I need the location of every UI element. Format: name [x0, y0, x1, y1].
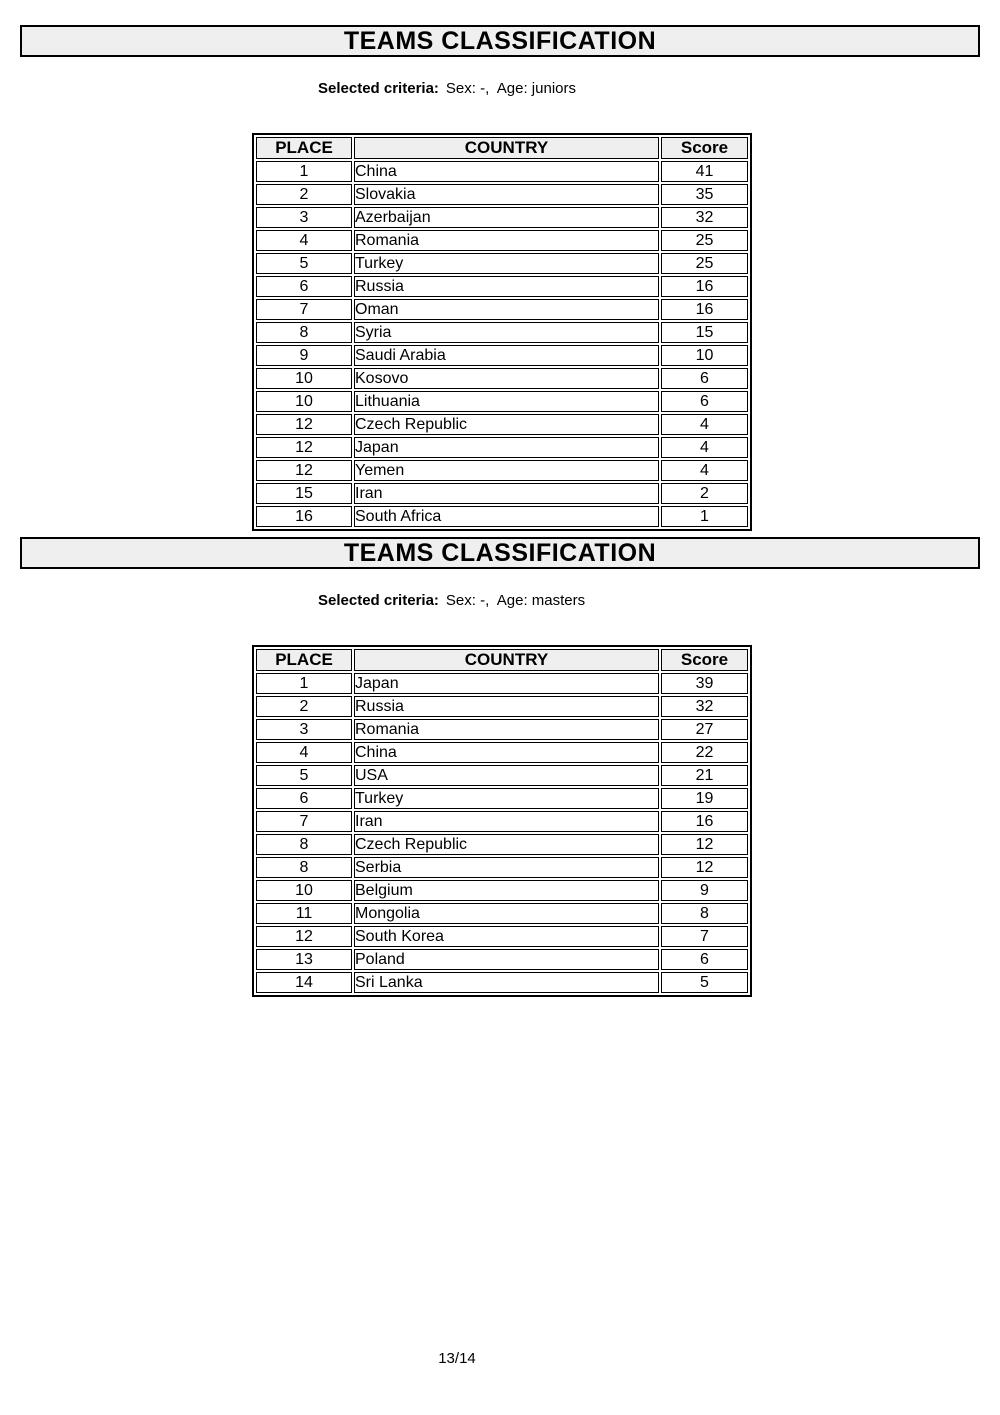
table-row — [256, 857, 748, 878]
cell-score: 16 — [661, 276, 748, 297]
cell-country: China — [354, 742, 659, 763]
cell-place: 3 — [256, 719, 352, 740]
cell-score: 15 — [661, 322, 748, 343]
cell-score: 6 — [661, 368, 748, 389]
table-row — [256, 460, 748, 481]
cell-score: 39 — [661, 673, 748, 694]
criteria-line — [293, 574, 1000, 628]
column-header-place: PLACE — [256, 649, 352, 671]
criteria-value: Sex: -, Age: juniors — [445, 80, 576, 97]
cell-country: Iran — [354, 811, 659, 832]
table-row — [256, 161, 748, 182]
cell-place: 1 — [256, 673, 352, 694]
cell-country: Czech Republic — [354, 834, 659, 855]
cell-place: 3 — [256, 207, 352, 228]
cell-place: 14 — [256, 972, 352, 993]
cell-score: 27 — [661, 719, 748, 740]
table-row — [256, 880, 748, 901]
column-header-score: Score — [661, 649, 748, 671]
cell-country: Saudi Arabia — [354, 345, 659, 366]
table-row — [256, 696, 748, 717]
cell-country: China — [354, 161, 659, 182]
cell-score: 25 — [661, 253, 748, 274]
cell-place: 7 — [256, 811, 352, 832]
cell-place: 12 — [256, 460, 352, 481]
cell-country: Turkey — [354, 788, 659, 809]
table-row — [256, 483, 748, 504]
cell-place: 9 — [256, 345, 352, 366]
table-row — [256, 673, 748, 694]
cell-place: 2 — [256, 696, 352, 717]
table-row — [256, 391, 748, 412]
column-header-score: Score — [661, 137, 748, 159]
cell-place: 10 — [256, 368, 352, 389]
cell-place: 6 — [256, 276, 352, 297]
cell-place: 4 — [256, 230, 352, 251]
cell-country: Romania — [354, 719, 659, 740]
cell-country: Azerbaijan — [354, 207, 659, 228]
cell-country: Oman — [354, 299, 659, 320]
table-row — [256, 765, 748, 786]
cell-score: 19 — [661, 788, 748, 809]
cell-country: Sri Lanka — [354, 972, 659, 993]
page-number: 13/14 — [438, 1350, 476, 1367]
cell-score: 32 — [661, 696, 748, 717]
cell-score: 41 — [661, 161, 748, 182]
table-row — [256, 276, 748, 297]
table-row — [256, 788, 748, 809]
cell-place: 4 — [256, 742, 352, 763]
cell-score: 32 — [661, 207, 748, 228]
classification-table-juniors — [252, 133, 752, 531]
cell-country: Mongolia — [354, 903, 659, 924]
cell-score: 4 — [661, 460, 748, 481]
cell-score: 16 — [661, 811, 748, 832]
cell-place: 1 — [256, 161, 352, 182]
cell-score: 7 — [661, 926, 748, 947]
table-row — [256, 926, 748, 947]
cell-score: 22 — [661, 742, 748, 763]
section-title-bar — [20, 25, 980, 57]
cell-place: 15 — [256, 483, 352, 504]
table-row — [256, 903, 748, 924]
cell-place: 5 — [256, 765, 352, 786]
table-row — [256, 834, 748, 855]
cell-country: Kosovo — [354, 368, 659, 389]
criteria-label: Selected criteria: — [318, 592, 439, 609]
cell-place: 5 — [256, 253, 352, 274]
cell-place: 12 — [256, 437, 352, 458]
table-row — [256, 299, 748, 320]
table-body — [256, 673, 748, 993]
column-header-place: PLACE — [256, 137, 352, 159]
cell-score: 21 — [661, 765, 748, 786]
cell-country: Syria — [354, 322, 659, 343]
criteria-line — [293, 62, 1000, 116]
cell-country: Slovakia — [354, 184, 659, 205]
cell-score: 4 — [661, 414, 748, 435]
table-row — [256, 184, 748, 205]
table-row — [256, 345, 748, 366]
cell-score: 12 — [661, 834, 748, 855]
cell-country: Romania — [354, 230, 659, 251]
table-header-row — [256, 649, 748, 671]
table-body — [256, 161, 748, 527]
cell-country: Russia — [354, 276, 659, 297]
column-header-country: COUNTRY — [354, 649, 659, 671]
cell-country: Czech Republic — [354, 414, 659, 435]
cell-country: South Africa — [354, 506, 659, 527]
cell-score: 1 — [661, 506, 748, 527]
cell-place: 11 — [256, 903, 352, 924]
cell-country: Russia — [354, 696, 659, 717]
cell-country: Lithuania — [354, 391, 659, 412]
cell-place: 8 — [256, 834, 352, 855]
section-juniors — [0, 25, 1000, 531]
cell-place: 10 — [256, 391, 352, 412]
cell-score: 16 — [661, 299, 748, 320]
criteria-label: Selected criteria: — [318, 80, 439, 97]
criteria-value: Sex: -, Age: masters — [445, 592, 586, 609]
table-row — [256, 949, 748, 970]
cell-country: Turkey — [354, 253, 659, 274]
classification-table-masters — [252, 645, 752, 997]
table-row — [256, 972, 748, 993]
cell-place: 7 — [256, 299, 352, 320]
table-header-row — [256, 137, 748, 159]
section-title: TEAMS CLASSIFICATION — [343, 26, 657, 55]
table-row — [256, 253, 748, 274]
cell-country: Iran — [354, 483, 659, 504]
table-row — [256, 368, 748, 389]
cell-place: 12 — [256, 926, 352, 947]
table-row — [256, 437, 748, 458]
cell-score: 2 — [661, 483, 748, 504]
section-title: TEAMS CLASSIFICATION — [343, 538, 657, 567]
cell-score: 6 — [661, 949, 748, 970]
cell-score: 5 — [661, 972, 748, 993]
table-row — [256, 506, 748, 527]
cell-place: 16 — [256, 506, 352, 527]
cell-score: 4 — [661, 437, 748, 458]
cell-score: 8 — [661, 903, 748, 924]
table-row — [256, 414, 748, 435]
cell-place: 8 — [256, 322, 352, 343]
cell-score: 6 — [661, 391, 748, 412]
cell-country: Belgium — [354, 880, 659, 901]
column-header-country: COUNTRY — [354, 137, 659, 159]
cell-score: 9 — [661, 880, 748, 901]
cell-score: 35 — [661, 184, 748, 205]
cell-place: 12 — [256, 414, 352, 435]
cell-place: 2 — [256, 184, 352, 205]
cell-country: Poland — [354, 949, 659, 970]
cell-country: Japan — [354, 437, 659, 458]
cell-score: 25 — [661, 230, 748, 251]
table-row — [256, 230, 748, 251]
cell-score: 12 — [661, 857, 748, 878]
table-row — [256, 719, 748, 740]
table-row — [256, 811, 748, 832]
table-row — [256, 322, 748, 343]
cell-country: Japan — [354, 673, 659, 694]
cell-place: 8 — [256, 857, 352, 878]
cell-place: 10 — [256, 880, 352, 901]
cell-country: USA — [354, 765, 659, 786]
section-title-bar — [20, 537, 980, 569]
cell-place: 6 — [256, 788, 352, 809]
table-row — [256, 742, 748, 763]
cell-place: 13 — [256, 949, 352, 970]
cell-country: South Korea — [354, 926, 659, 947]
cell-country: Serbia — [354, 857, 659, 878]
cell-country: Yemen — [354, 460, 659, 481]
table-row — [256, 207, 748, 228]
cell-score: 10 — [661, 345, 748, 366]
section-masters — [0, 537, 1000, 997]
